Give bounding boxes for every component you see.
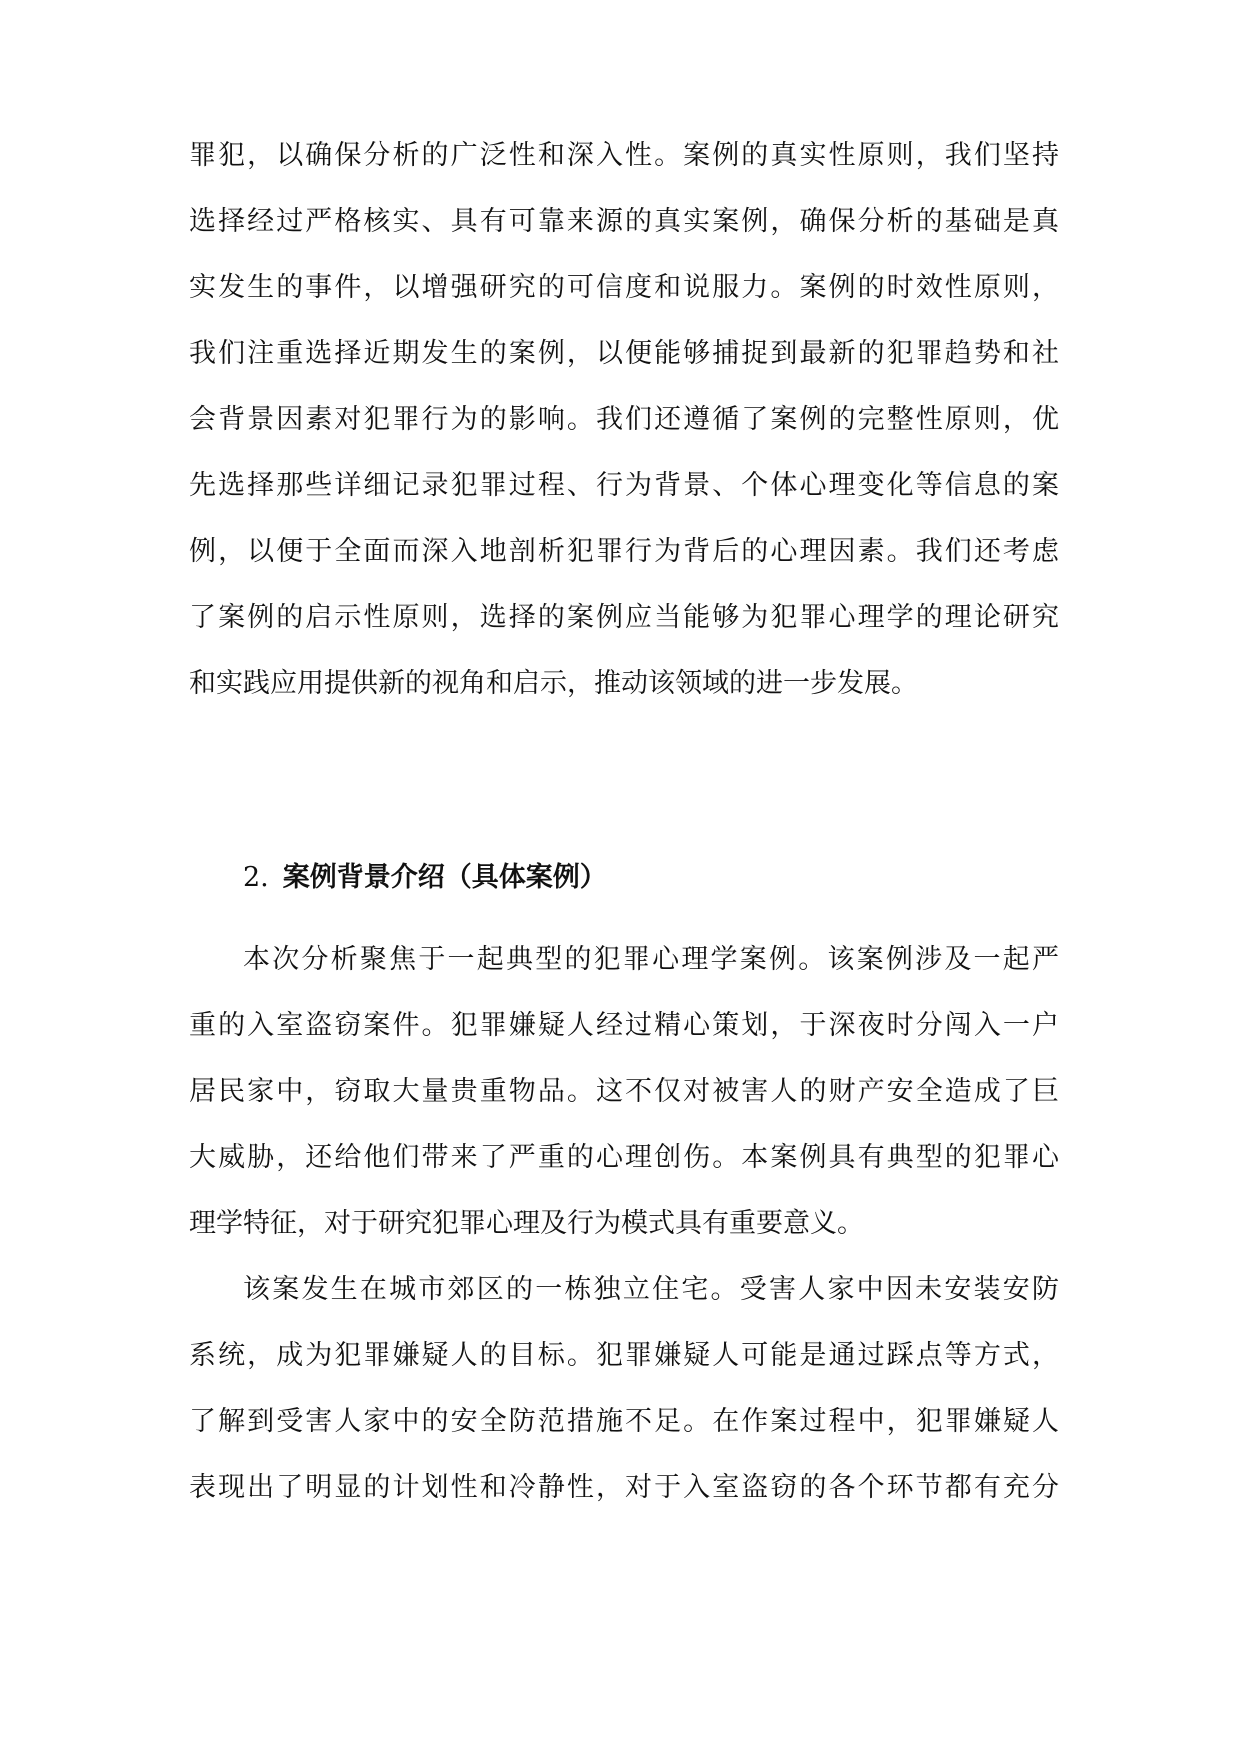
paragraph-line: 我们注重选择近期发生的案例，以便能够捕捉到最新的犯罪趋势和社	[189, 338, 1059, 369]
paragraph-line: 会背景因素对犯罪行为的影响。我们还遵循了案例的完整性原则，优	[189, 404, 1059, 435]
paragraph-line: 例，以便于全面而深入地剖析犯罪行为背后的心理因素。我们还考虑	[189, 536, 1059, 567]
paragraph-line: 系统，成为犯罪嫌疑人的目标。犯罪嫌疑人可能是通过踩点等方式，	[189, 1340, 1059, 1371]
paragraph-line: 罪犯，以确保分析的广泛性和深入性。案例的真实性原则，我们坚持	[189, 140, 1059, 171]
paragraph-line: 先选择那些详细记录犯罪过程、行为背景、个体心理变化等信息的案	[189, 470, 1059, 501]
paragraph-line: 居民家中，窃取大量贵重物品。这不仅对被害人的财产安全造成了巨	[189, 1076, 1059, 1107]
paragraph-line: 大威胁，还给他们带来了严重的心理创伤。本案例具有典型的犯罪心	[189, 1142, 1059, 1173]
paragraph-line: 理学特征，对于研究犯罪心理及行为模式具有重要意义。	[189, 1208, 864, 1239]
section-title: 案例背景介绍（具体案例）	[282, 862, 607, 893]
paragraph-line: 本次分析聚焦于一起典型的犯罪心理学案例。该案例涉及一起严	[243, 944, 1059, 975]
paragraph-line: 选择经过严格核实、具有可靠来源的真实案例，确保分析的基础是真	[189, 206, 1059, 237]
paragraph-line: 了解到受害人家中的安全防范措施不足。在作案过程中，犯罪嫌疑人	[189, 1406, 1059, 1437]
paragraph-line: 该案发生在城市郊区的一栋独立住宅。受害人家中因未安装安防	[243, 1274, 1059, 1305]
paragraph-line: 实发生的事件，以增强研究的可信度和说服力。案例的时效性原则，	[189, 272, 1059, 303]
paragraph-line: 了案例的启示性原则，选择的案例应当能够为犯罪心理学的理论研究	[189, 602, 1059, 633]
section-number: 2.	[243, 862, 269, 893]
paragraph-line: 重的入室盗窃案件。犯罪嫌疑人经过精心策划，于深夜时分闯入一户	[189, 1010, 1059, 1041]
section-heading	[243, 858, 607, 898]
paragraph-line: 表现出了明显的计划性和冷静性，对于入室盗窃的各个环节都有充分	[189, 1472, 1059, 1503]
paragraph-line: 和实践应用提供新的视角和启示，推动该领域的进一步发展。	[189, 668, 918, 699]
